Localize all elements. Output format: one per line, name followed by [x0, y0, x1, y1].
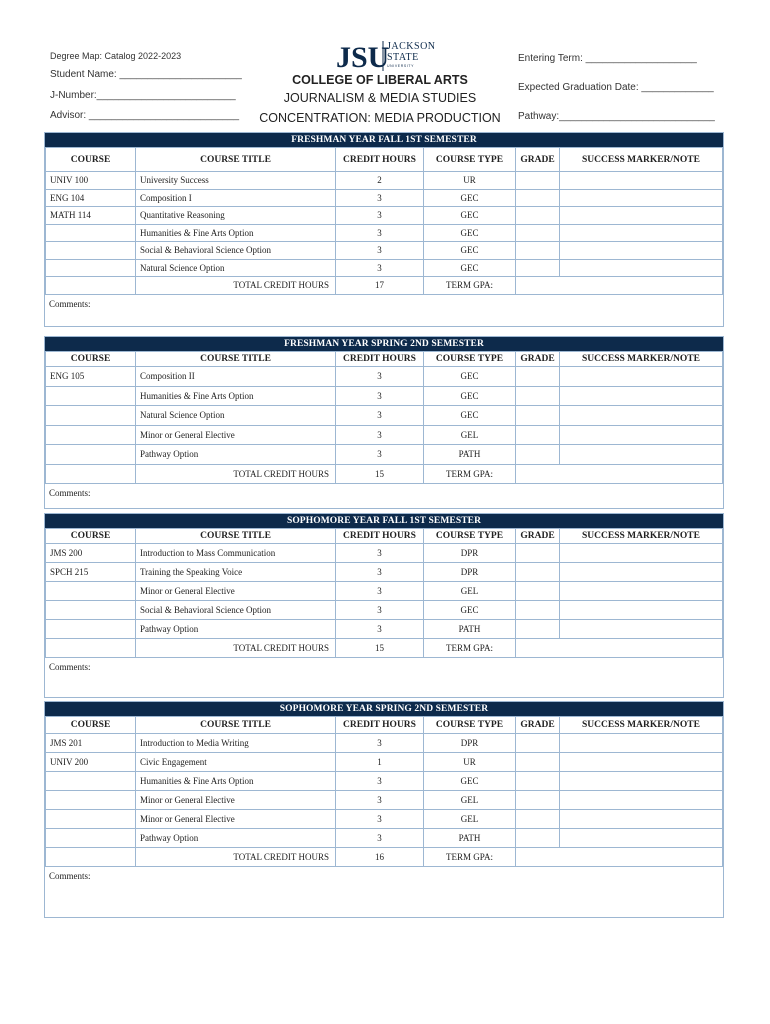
credit-hours: 3 [336, 544, 424, 563]
table-row [46, 386, 723, 406]
credit-hours: 3 [336, 582, 424, 601]
column-header: CREDIT HOURS [336, 717, 424, 734]
grade-cell[interactable] [516, 544, 560, 563]
table-row [46, 772, 723, 791]
course-type: DPR [424, 734, 516, 753]
course-type: GEL [424, 582, 516, 601]
course-type: GEL [424, 791, 516, 810]
course-code [46, 620, 136, 639]
course-type: PATH [424, 620, 516, 639]
course-title: Pathway Option [136, 829, 336, 848]
grade-cell[interactable] [516, 829, 560, 848]
grade-cell[interactable] [516, 259, 560, 277]
semester-title: FRESHMAN YEAR FALL 1ST SEMESTER [45, 133, 723, 147]
grade-cell[interactable] [516, 753, 560, 772]
course-type: DPR [424, 563, 516, 582]
success-marker-cell[interactable] [560, 259, 723, 277]
column-header: COURSE [46, 352, 136, 367]
total-row [46, 639, 723, 658]
total-label: TOTAL CREDIT HOURS [136, 464, 336, 484]
grade-cell[interactable] [516, 425, 560, 445]
course-title: Composition II [136, 367, 336, 387]
course-code [46, 386, 136, 406]
course-code: ENG 104 [46, 189, 136, 207]
grade-cell[interactable] [516, 224, 560, 242]
semester-sophomore-fall [44, 513, 724, 698]
course-code: MATH 114 [46, 207, 136, 225]
success-marker-cell[interactable] [560, 406, 723, 426]
column-header: SUCCESS MARKER/NOTE [560, 148, 723, 172]
term-gpa-cell[interactable] [516, 639, 723, 658]
course-title: Civic Engagement [136, 753, 336, 772]
course-code [46, 601, 136, 620]
total-row [46, 464, 723, 484]
course-type: GEC [424, 367, 516, 387]
course-title: Minor or General Elective [136, 810, 336, 829]
credit-hours: 3 [336, 563, 424, 582]
column-header: CREDIT HOURS [336, 352, 424, 367]
table-row [46, 582, 723, 601]
total-credit-hours: 17 [336, 277, 424, 295]
success-marker-cell[interactable] [560, 772, 723, 791]
term-gpa-cell[interactable] [516, 277, 723, 295]
credit-hours: 3 [336, 259, 424, 277]
course-title: Minor or General Elective [136, 582, 336, 601]
table-row [46, 620, 723, 639]
course-title: Social & Behavioral Science Option [136, 601, 336, 620]
course-title: Composition I [136, 189, 336, 207]
credit-hours: 3 [336, 601, 424, 620]
comments-field[interactable] [45, 295, 723, 326]
table-row [46, 207, 723, 225]
course-code: SPCH 215 [46, 563, 136, 582]
course-type: GEC [424, 601, 516, 620]
grade-cell[interactable] [516, 601, 560, 620]
credit-hours: 3 [336, 367, 424, 387]
course-code [46, 406, 136, 426]
student-name-field[interactable]: Student Name: ______________________ [50, 69, 242, 80]
credit-hours: 3 [336, 386, 424, 406]
course-type: GEL [424, 425, 516, 445]
credit-hours: 3 [336, 829, 424, 848]
table-row [46, 367, 723, 387]
logo-main: JSU [336, 41, 390, 74]
comments-label: Comments: [49, 488, 91, 498]
course-type: GEC [424, 224, 516, 242]
total-row [46, 277, 723, 295]
grade-cell[interactable] [516, 810, 560, 829]
empty-cell [46, 848, 136, 867]
course-title: Social & Behavioral Science Option [136, 242, 336, 260]
course-type: UR [424, 172, 516, 190]
course-table [45, 528, 723, 658]
table-row [46, 544, 723, 563]
credit-hours: 3 [336, 620, 424, 639]
column-header: GRADE [516, 529, 560, 544]
table-row [46, 172, 723, 190]
course-title: Introduction to Media Writing [136, 734, 336, 753]
success-marker-cell[interactable] [560, 224, 723, 242]
grade-cell[interactable] [516, 207, 560, 225]
course-type: GEC [424, 386, 516, 406]
term-gpa-cell[interactable] [516, 464, 723, 484]
success-marker-cell[interactable] [560, 189, 723, 207]
comments-label: Comments: [49, 662, 91, 672]
success-marker-cell[interactable] [560, 601, 723, 620]
grade-cell[interactable] [516, 445, 560, 465]
term-gpa-label: TERM GPA: [424, 639, 516, 658]
grade-cell[interactable] [516, 242, 560, 260]
success-marker-cell[interactable] [560, 242, 723, 260]
credit-hours: 3 [336, 242, 424, 260]
total-label: TOTAL CREDIT HOURS [136, 277, 336, 295]
course-type: UR [424, 753, 516, 772]
semester-freshman-spring [44, 336, 724, 509]
course-table [45, 716, 723, 867]
credit-hours: 2 [336, 172, 424, 190]
j-number-field[interactable]: J-Number:_________________________ [50, 90, 236, 101]
success-marker-cell[interactable] [560, 207, 723, 225]
course-code [46, 242, 136, 260]
advisor-field[interactable]: Advisor: ___________________________ [50, 110, 240, 121]
column-header: COURSE [46, 529, 136, 544]
course-title: Natural Science Option [136, 406, 336, 426]
logo-line1: JACKSON [387, 41, 436, 52]
course-code [46, 829, 136, 848]
column-header: COURSE TYPE [424, 529, 516, 544]
course-code: ENG 105 [46, 367, 136, 387]
table-row [46, 406, 723, 426]
course-type: GEC [424, 259, 516, 277]
column-header: COURSE TITLE [136, 352, 336, 367]
credit-hours: 3 [336, 189, 424, 207]
table-row [46, 189, 723, 207]
catalog-label: Degree Map: Catalog 2022-2023 [50, 51, 182, 61]
course-code [46, 772, 136, 791]
success-marker-cell[interactable] [560, 791, 723, 810]
column-header: COURSE [46, 148, 136, 172]
column-header: COURSE [46, 717, 136, 734]
course-title: Humanities & Fine Arts Option [136, 772, 336, 791]
course-code [46, 810, 136, 829]
grade-cell[interactable] [516, 772, 560, 791]
course-type: GEC [424, 406, 516, 426]
course-code [46, 259, 136, 277]
column-header: GRADE [516, 717, 560, 734]
credit-hours: 3 [336, 772, 424, 791]
header-row [46, 717, 723, 734]
column-header: CREDIT HOURS [336, 148, 424, 172]
comments-label: Comments: [49, 871, 91, 881]
course-type: GEL [424, 810, 516, 829]
empty-cell [46, 639, 136, 658]
credit-hours: 3 [336, 425, 424, 445]
success-marker-cell[interactable] [560, 829, 723, 848]
semester-title: SOPHOMORE YEAR SPRING 2ND SEMESTER [45, 702, 723, 716]
table-row [46, 734, 723, 753]
grade-cell[interactable] [516, 172, 560, 190]
total-credit-hours: 15 [336, 464, 424, 484]
table-row [46, 224, 723, 242]
course-type: PATH [424, 829, 516, 848]
total-credit-hours: 15 [336, 639, 424, 658]
success-marker-cell[interactable] [560, 367, 723, 387]
term-gpa-label: TERM GPA: [424, 464, 516, 484]
total-row [46, 848, 723, 867]
success-marker-cell[interactable] [560, 425, 723, 445]
course-type: GEC [424, 189, 516, 207]
program-title: JOURNALISM & MEDIA STUDIES [283, 91, 477, 105]
term-gpa-label: TERM GPA: [424, 848, 516, 867]
header-row [46, 529, 723, 544]
header-row [46, 148, 723, 172]
credit-hours: 3 [336, 734, 424, 753]
column-header: COURSE TYPE [424, 352, 516, 367]
course-title: Introduction to Mass Communication [136, 544, 336, 563]
success-marker-cell[interactable] [560, 172, 723, 190]
term-gpa-label: TERM GPA: [424, 277, 516, 295]
grade-cell[interactable] [516, 189, 560, 207]
grade-cell[interactable] [516, 791, 560, 810]
concentration-title: CONCENTRATION: MEDIA PRODUCTION [259, 111, 501, 125]
course-title: University Success [136, 172, 336, 190]
credit-hours: 3 [336, 207, 424, 225]
logo-line3: UNIVERSITY [387, 64, 415, 68]
grade-cell[interactable] [516, 406, 560, 426]
course-code: UNIV 100 [46, 172, 136, 190]
column-header: SUCCESS MARKER/NOTE [560, 352, 723, 367]
course-code [46, 582, 136, 601]
course-title: Humanities & Fine Arts Option [136, 386, 336, 406]
column-header: COURSE TYPE [424, 717, 516, 734]
success-marker-cell[interactable] [560, 753, 723, 772]
comments-field[interactable] [45, 658, 723, 697]
course-title: Minor or General Elective [136, 425, 336, 445]
comments-label: Comments: [49, 298, 91, 309]
grade-cell[interactable] [516, 582, 560, 601]
course-table [45, 351, 723, 484]
course-type: PATH [424, 445, 516, 465]
total-label: TOTAL CREDIT HOURS [136, 848, 336, 867]
column-header: SUCCESS MARKER/NOTE [560, 529, 723, 544]
column-header: SUCCESS MARKER/NOTE [560, 717, 723, 734]
table-row [46, 829, 723, 848]
grade-cell[interactable] [516, 563, 560, 582]
course-type: GEC [424, 772, 516, 791]
course-code: JMS 201 [46, 734, 136, 753]
empty-cell [46, 464, 136, 484]
success-marker-cell[interactable] [560, 386, 723, 406]
comments-field[interactable] [45, 867, 723, 917]
semester-freshman-fall [44, 132, 724, 327]
course-title: Humanities & Fine Arts Option [136, 224, 336, 242]
course-title: Pathway Option [136, 445, 336, 465]
total-label: TOTAL CREDIT HOURS [136, 639, 336, 658]
course-title: Minor or General Elective [136, 791, 336, 810]
college-title: COLLEGE OF LIBERAL ARTS [292, 73, 468, 87]
course-code: JMS 200 [46, 544, 136, 563]
course-code [46, 425, 136, 445]
course-code [46, 224, 136, 242]
entering-term-field[interactable]: Entering Term: ____________________ [518, 53, 697, 64]
table-row [46, 425, 723, 445]
empty-cell [46, 277, 136, 295]
course-title: Training the Speaking Voice [136, 563, 336, 582]
credit-hours: 1 [336, 753, 424, 772]
course-title: Pathway Option [136, 620, 336, 639]
pathway-field[interactable]: Pathway:____________________________ [518, 111, 715, 122]
column-header: GRADE [516, 352, 560, 367]
course-type: GEC [424, 242, 516, 260]
semester-title: SOPHOMORE YEAR FALL 1ST SEMESTER [45, 514, 723, 528]
column-header: CREDIT HOURS [336, 529, 424, 544]
credit-hours: 3 [336, 791, 424, 810]
course-table [45, 147, 723, 295]
success-marker-cell[interactable] [560, 734, 723, 753]
credit-hours: 3 [336, 810, 424, 829]
column-header: COURSE TYPE [424, 148, 516, 172]
table-row [46, 563, 723, 582]
credit-hours: 3 [336, 406, 424, 426]
jsu-logo [336, 38, 440, 74]
table-row [46, 259, 723, 277]
course-title: Natural Science Option [136, 259, 336, 277]
success-marker-cell[interactable] [560, 445, 723, 465]
comments-field[interactable] [45, 484, 723, 508]
table-row [46, 791, 723, 810]
success-marker-cell[interactable] [560, 563, 723, 582]
credit-hours: 3 [336, 445, 424, 465]
grade-cell[interactable] [516, 620, 560, 639]
semester-title: FRESHMAN YEAR SPRING 2ND SEMESTER [45, 337, 723, 351]
course-code: UNIV 200 [46, 753, 136, 772]
total-credit-hours: 16 [336, 848, 424, 867]
table-row [46, 810, 723, 829]
success-marker-cell[interactable] [560, 544, 723, 563]
header-row [46, 352, 723, 367]
column-header: GRADE [516, 148, 560, 172]
table-row [46, 601, 723, 620]
logo-line2: STATE [387, 52, 419, 63]
column-header: COURSE TITLE [136, 529, 336, 544]
table-row [46, 242, 723, 260]
course-code [46, 445, 136, 465]
grade-cell[interactable] [516, 734, 560, 753]
course-type: DPR [424, 544, 516, 563]
success-marker-cell[interactable] [560, 810, 723, 829]
term-gpa-cell[interactable] [516, 848, 723, 867]
grade-cell[interactable] [516, 386, 560, 406]
table-row [46, 445, 723, 465]
semester-sophomore-spring [44, 701, 724, 918]
success-marker-cell[interactable] [560, 582, 723, 601]
column-header: COURSE TITLE [136, 717, 336, 734]
course-title: Quantitative Reasoning [136, 207, 336, 225]
expected-graduation-field[interactable]: Expected Graduation Date: _____________ [518, 82, 714, 93]
course-code [46, 791, 136, 810]
course-type: GEC [424, 207, 516, 225]
table-row [46, 753, 723, 772]
grade-cell[interactable] [516, 367, 560, 387]
success-marker-cell[interactable] [560, 620, 723, 639]
column-header: COURSE TITLE [136, 148, 336, 172]
credit-hours: 3 [336, 224, 424, 242]
